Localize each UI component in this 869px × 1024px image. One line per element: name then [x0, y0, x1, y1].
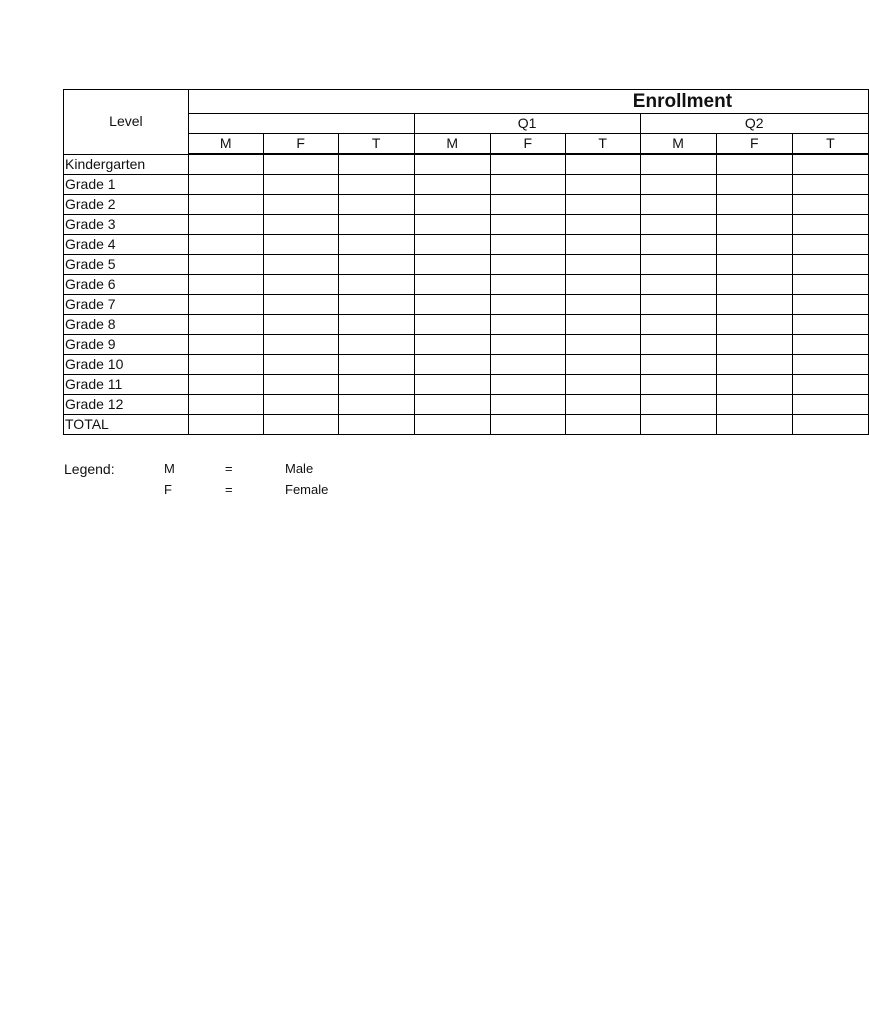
data-cell[interactable] [414, 375, 490, 395]
data-cell[interactable] [414, 255, 490, 275]
data-cell[interactable] [188, 355, 263, 375]
data-cell[interactable] [792, 235, 868, 255]
data-cell[interactable] [716, 154, 792, 175]
data-cell[interactable] [716, 255, 792, 275]
row-label: Kindergarten [64, 154, 189, 175]
table-row [64, 375, 869, 395]
data-cell[interactable] [338, 335, 414, 355]
data-cell[interactable] [792, 255, 868, 275]
data-cell[interactable] [565, 295, 640, 315]
data-cell[interactable] [792, 375, 868, 395]
data-cell[interactable] [792, 195, 868, 215]
title-row [64, 90, 869, 114]
data-cell[interactable] [338, 415, 414, 435]
data-cell[interactable] [414, 415, 490, 435]
data-cell[interactable] [338, 175, 414, 195]
data-cell[interactable] [490, 315, 565, 335]
data-cell[interactable] [640, 175, 716, 195]
sex-header: M [640, 134, 716, 155]
data-cell[interactable] [716, 415, 792, 435]
data-cell[interactable] [490, 175, 565, 195]
sex-header: T [792, 134, 868, 155]
data-cell[interactable] [188, 175, 263, 195]
data-cell[interactable] [640, 275, 716, 295]
data-cell[interactable] [490, 154, 565, 175]
data-cell[interactable] [565, 175, 640, 195]
quarter-header-q1: Q1 [414, 114, 640, 134]
table-row [64, 215, 869, 235]
data-cell[interactable] [338, 255, 414, 275]
data-cell[interactable] [490, 395, 565, 415]
data-cell[interactable] [716, 175, 792, 195]
data-cell[interactable] [716, 375, 792, 395]
data-cell[interactable] [263, 195, 338, 215]
data-cell[interactable] [188, 215, 263, 235]
data-cell[interactable] [565, 395, 640, 415]
data-cell[interactable] [565, 415, 640, 435]
data-cell[interactable] [792, 355, 868, 375]
data-cell[interactable] [263, 295, 338, 315]
data-cell[interactable] [490, 335, 565, 355]
legend-equals: = [225, 461, 233, 476]
table-row [64, 255, 869, 275]
data-cell[interactable] [640, 375, 716, 395]
table-row [64, 195, 869, 215]
data-cell[interactable] [490, 295, 565, 315]
quarter-header-0 [188, 114, 414, 134]
data-cell[interactable] [490, 355, 565, 375]
sex-header: F [490, 134, 565, 155]
legend-label: Legend: [64, 461, 115, 477]
data-cell[interactable] [490, 375, 565, 395]
data-cell[interactable] [188, 195, 263, 215]
data-cell[interactable] [490, 235, 565, 255]
data-cell[interactable] [716, 215, 792, 235]
data-cell[interactable] [188, 295, 263, 315]
data-cell[interactable] [338, 315, 414, 335]
row-label: Grade 4 [64, 235, 189, 255]
data-cell[interactable] [338, 395, 414, 415]
data-cell[interactable] [640, 215, 716, 235]
data-cell[interactable] [414, 335, 490, 355]
row-label: Grade 1 [64, 175, 189, 195]
enrollment-table [63, 89, 869, 435]
data-cell[interactable] [792, 215, 868, 235]
data-cell[interactable] [338, 154, 414, 175]
data-cell[interactable] [640, 355, 716, 375]
data-cell[interactable] [263, 355, 338, 375]
sex-header: T [338, 134, 414, 155]
legend-meaning: Female [285, 482, 329, 497]
table-row [64, 315, 869, 335]
quarter-header-q2: Q2 [640, 114, 868, 134]
data-cell[interactable] [716, 295, 792, 315]
data-cell[interactable] [414, 175, 490, 195]
data-cell[interactable] [792, 335, 868, 355]
data-cell[interactable] [490, 415, 565, 435]
row-label: TOTAL [64, 415, 189, 435]
table-row [64, 175, 869, 195]
row-label: Grade 9 [64, 335, 189, 355]
data-cell[interactable] [716, 395, 792, 415]
row-label: Grade 3 [64, 215, 189, 235]
sex-header: M [188, 134, 263, 155]
legend-code: M [164, 461, 175, 476]
data-cell[interactable] [792, 315, 868, 335]
data-cell[interactable] [490, 195, 565, 215]
data-cell[interactable] [640, 315, 716, 335]
data-cell[interactable] [565, 335, 640, 355]
data-cell[interactable] [188, 415, 263, 435]
data-cell[interactable] [640, 335, 716, 355]
data-cell[interactable] [565, 215, 640, 235]
data-cell[interactable] [338, 375, 414, 395]
data-cell[interactable] [490, 275, 565, 295]
data-cell[interactable] [716, 355, 792, 375]
data-cell[interactable] [640, 415, 716, 435]
data-cell[interactable] [338, 235, 414, 255]
data-cell[interactable] [338, 295, 414, 315]
row-label: Grade 2 [64, 195, 189, 215]
data-cell[interactable] [188, 395, 263, 415]
data-cell[interactable] [188, 255, 263, 275]
data-cell[interactable] [792, 395, 868, 415]
data-cell[interactable] [188, 315, 263, 335]
data-cell[interactable] [792, 154, 868, 175]
row-label: Grade 10 [64, 355, 189, 375]
data-cell[interactable] [188, 154, 263, 175]
data-cell[interactable] [640, 154, 716, 175]
data-cell[interactable] [338, 215, 414, 235]
data-cell[interactable] [338, 195, 414, 215]
table-row [64, 154, 869, 175]
data-cell[interactable] [640, 255, 716, 275]
data-cell[interactable] [716, 195, 792, 215]
table-row [64, 415, 869, 435]
data-cell[interactable] [414, 315, 490, 335]
data-cell[interactable] [716, 315, 792, 335]
data-cell[interactable] [792, 415, 868, 435]
data-cell[interactable] [338, 275, 414, 295]
sex-header: T [565, 134, 640, 155]
data-cell[interactable] [414, 355, 490, 375]
data-cell[interactable] [188, 375, 263, 395]
data-cell[interactable] [565, 275, 640, 295]
row-label: Grade 8 [64, 315, 189, 335]
data-cell[interactable] [263, 415, 338, 435]
data-cell[interactable] [414, 275, 490, 295]
data-cell[interactable] [263, 255, 338, 275]
row-label: Grade 6 [64, 275, 189, 295]
table-row [64, 235, 869, 255]
data-cell[interactable] [263, 395, 338, 415]
table-title: Enrollment [188, 90, 868, 114]
sex-header: F [716, 134, 792, 155]
data-cell[interactable] [565, 255, 640, 275]
row-label: Grade 7 [64, 295, 189, 315]
data-cell[interactable] [414, 395, 490, 415]
row-label: Grade 11 [64, 375, 189, 395]
table-row [64, 295, 869, 315]
sex-header: F [263, 134, 338, 155]
data-cell[interactable] [490, 255, 565, 275]
data-cell[interactable] [792, 175, 868, 195]
table-row [64, 355, 869, 375]
data-cell[interactable] [716, 335, 792, 355]
data-cell[interactable] [188, 235, 263, 255]
data-cell[interactable] [716, 235, 792, 255]
data-cell[interactable] [263, 275, 338, 295]
enrollment-sheet [63, 89, 835, 442]
data-cell[interactable] [263, 215, 338, 235]
data-cell[interactable] [640, 195, 716, 215]
data-cell[interactable] [414, 154, 490, 175]
data-cell[interactable] [490, 215, 565, 235]
data-cell[interactable] [263, 315, 338, 335]
row-label: Grade 12 [64, 395, 189, 415]
data-cell[interactable] [565, 154, 640, 175]
table-row [64, 395, 869, 415]
row-label: Grade 5 [64, 255, 189, 275]
data-cell[interactable] [263, 375, 338, 395]
data-cell[interactable] [414, 215, 490, 235]
data-cell[interactable] [640, 295, 716, 315]
data-cell[interactable] [263, 154, 338, 175]
data-cell[interactable] [792, 295, 868, 315]
data-cell[interactable] [565, 315, 640, 335]
data-cell[interactable] [414, 195, 490, 215]
data-cell[interactable] [565, 375, 640, 395]
data-cell[interactable] [338, 355, 414, 375]
data-cell[interactable] [640, 395, 716, 415]
data-cell[interactable] [263, 235, 338, 255]
data-cell[interactable] [640, 235, 716, 255]
data-cell[interactable] [414, 295, 490, 315]
data-cell[interactable] [414, 235, 490, 255]
legend-code: F [164, 482, 172, 497]
data-cell[interactable] [565, 195, 640, 215]
data-cell[interactable] [565, 235, 640, 255]
sex-header: M [414, 134, 490, 155]
data-cell[interactable] [716, 275, 792, 295]
table-row [64, 275, 869, 295]
data-cell[interactable] [188, 335, 263, 355]
data-cell[interactable] [263, 175, 338, 195]
data-cell[interactable] [792, 275, 868, 295]
data-cell[interactable] [188, 275, 263, 295]
data-cell[interactable] [263, 335, 338, 355]
level-header: Level [64, 90, 189, 155]
data-cell[interactable] [565, 355, 640, 375]
legend-equals: = [225, 482, 233, 497]
table-row [64, 335, 869, 355]
legend-meaning: Male [285, 461, 314, 476]
